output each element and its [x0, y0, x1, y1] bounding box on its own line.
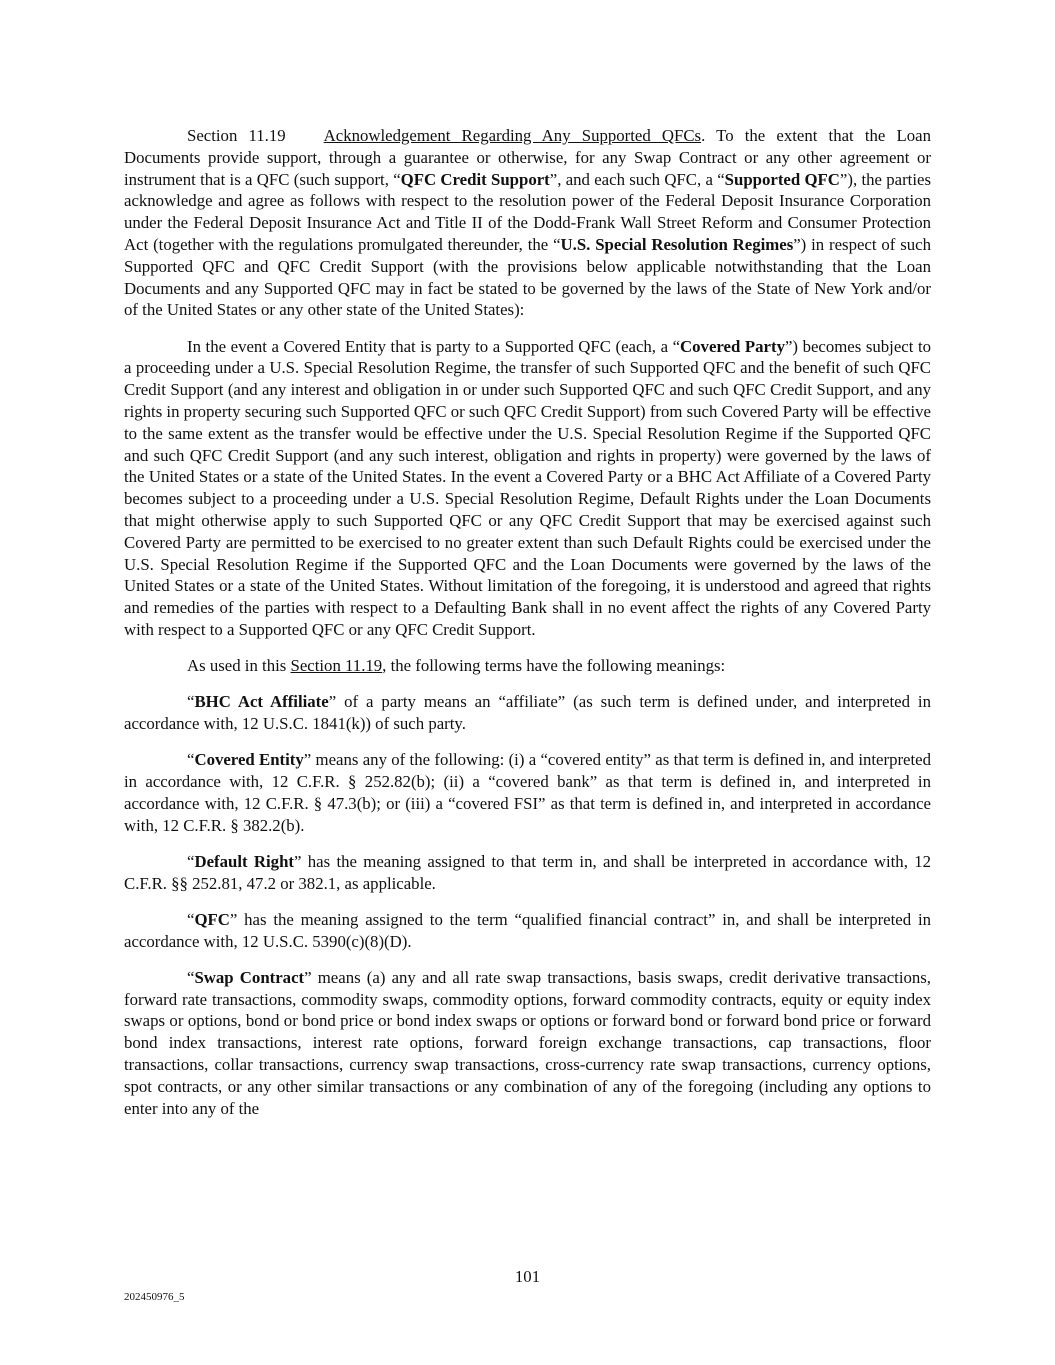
section-number: Section 11.19: [187, 126, 286, 145]
definitions-intro-paragraph: As used in this Section 11.19, the following terms have the following meanings:: [187, 656, 726, 676]
definition-bhc-act-affiliate: “BHC Act Affiliate” of a party means an “affiliate” (as such term is defined under, and interpreted in accordance with, 12 U.S.C. 1841(k)) of such party.: [124, 692, 931, 734]
page-number: 101: [514, 1267, 541, 1286]
defined-term: Default Right: [194, 851, 294, 871]
definition-covered-entity: “Covered Entity” means any of the following: (i) a “covered entity” as that term is defined in, and interpreted in accordance with, 12 C.F.R. § 252.82(b); (ii) a “covered bank” as that term is defined in, and interpreted in accordance with, 12 C.F.R. § 47.3(b); or (iii) a “covered FSI” as that term is defined in, and interpreted in accordance with, 12 C.F.R. § 382.2(b).: [124, 750, 931, 835]
defined-term: Supported QFC: [724, 169, 840, 189]
definition-qfc: “QFC” has the meaning assigned to the term “qualified financial contract” in, and shall be interpreted in accordance with, 12 U.S.C. 5390(c)(8)(D).: [124, 909, 931, 951]
document-page: [124, 125, 931, 1134]
document-id: 202450976_5: [124, 1291, 185, 1303]
defined-term: Covered Party: [680, 336, 785, 356]
defined-term: QFC Credit Support: [400, 169, 550, 189]
definition-swap-contract: “Swap Contract” means (a) any and all rate swap transactions, basis swaps, credit derivative transactions, forward rate transactions, commodity swaps, commodity options, forward commodity contracts, equity or equity index swaps or options, bond or bond price or bond index swaps or options or forward bond or forward bond price or forward bond index transactions, interest rate options, forward foreign exchange transactions, cap transactions, floor transactions, collar transactions, currency swap transactions, cross-currency rate swap transactions, currency options, spot contracts, or any other similar transactions or any combination of any of the foregoing (including any options to enter into any of the: [124, 967, 931, 1118]
defined-term: U.S. Special Resolution Regimes: [560, 234, 794, 254]
covered-party-paragraph: In the event a Covered Entity that is party to a Supported QFC (each, a “Covered Party”) becomes subject to a proceeding under a U.S. Special Resolution Regime, the transfer of such Supported QFC and the benefit of such QFC Credit Support (and any interest and obligation in or under such Supported QFC and such QFC Credit Support, and any rights in property securing such Supported QFC or such QFC Credit Support) from such Covered Party will be effective to the same extent as the transfer would be effective under the U.S. Special Resolution Regime if the Supported QFC and such QFC Credit Support (and any such interest, obligation and rights in property) were governed by the laws of the United States or a state of the United States. In the event a Covered Party or a BHC Act Affiliate of a Covered Party becomes subject to a proceeding under a U.S. Special Resolution Regime, Default Rights under the Loan Documents that might otherwise apply to such Supported QFC or any QFC Credit Support that may be exercised against such Covered Party are permitted to be exercised to no greater extent than such Default Rights could be exercised under the U.S. Special Resolution Regime if the Supported QFC and the Loan Documents were governed by the laws of the United States or a state of the United States. Without limitation of the foregoing, it is understood and agreed that rights and remedies of the parties with respect to a Defaulting Bank shall in no event affect the rights of any Covered Party with respect to a Supported QFC or any QFC Credit Support.: [124, 336, 932, 639]
defined-term: BHC Act Affiliate: [194, 692, 329, 712]
defined-term: Covered Entity: [194, 750, 304, 770]
section-11-19-paragraph: Section 11.19 Acknowledgement Regarding Any Supported QFCs. To the extent that the Loan Documents provide support, through a guarantee or otherwise, for any Swap Contract or any other agreement or instrument that is a QFC (such support, “QFC Credit Support”, and each such QFC, a “Supported QFC”), the parties acknowledge and agree as follows with respect to the resolution power of the Federal Deposit Insurance Corporation under the Federal Deposit Insurance Act and Title II of the Dodd-Frank Wall Street Reform and Consumer Protection Act (together with the regulations promulgated thereunder, the “U.S. Special Resolution Regimes”) in respect of such Supported QFC and QFC Credit Support (with the provisions below applicable notwithstanding that the Loan Documents and any Supported QFC may in fact be stated to be governed by the laws of the State of New York and/or of the United States or any other state of the United States):: [124, 126, 932, 320]
defined-term: QFC: [194, 909, 230, 929]
section-title: Acknowledgement Regarding Any Supported QFCs: [323, 126, 702, 145]
section-reference: Section 11.19: [290, 656, 383, 676]
defined-term: Swap Contract: [194, 967, 305, 987]
definition-default-right: “Default Right” has the meaning assigned to that term in, and shall be interpreted in accordance with, 12 C.F.R. §§ 252.81, 47.2 or 382.1, as applicable.: [124, 851, 931, 893]
